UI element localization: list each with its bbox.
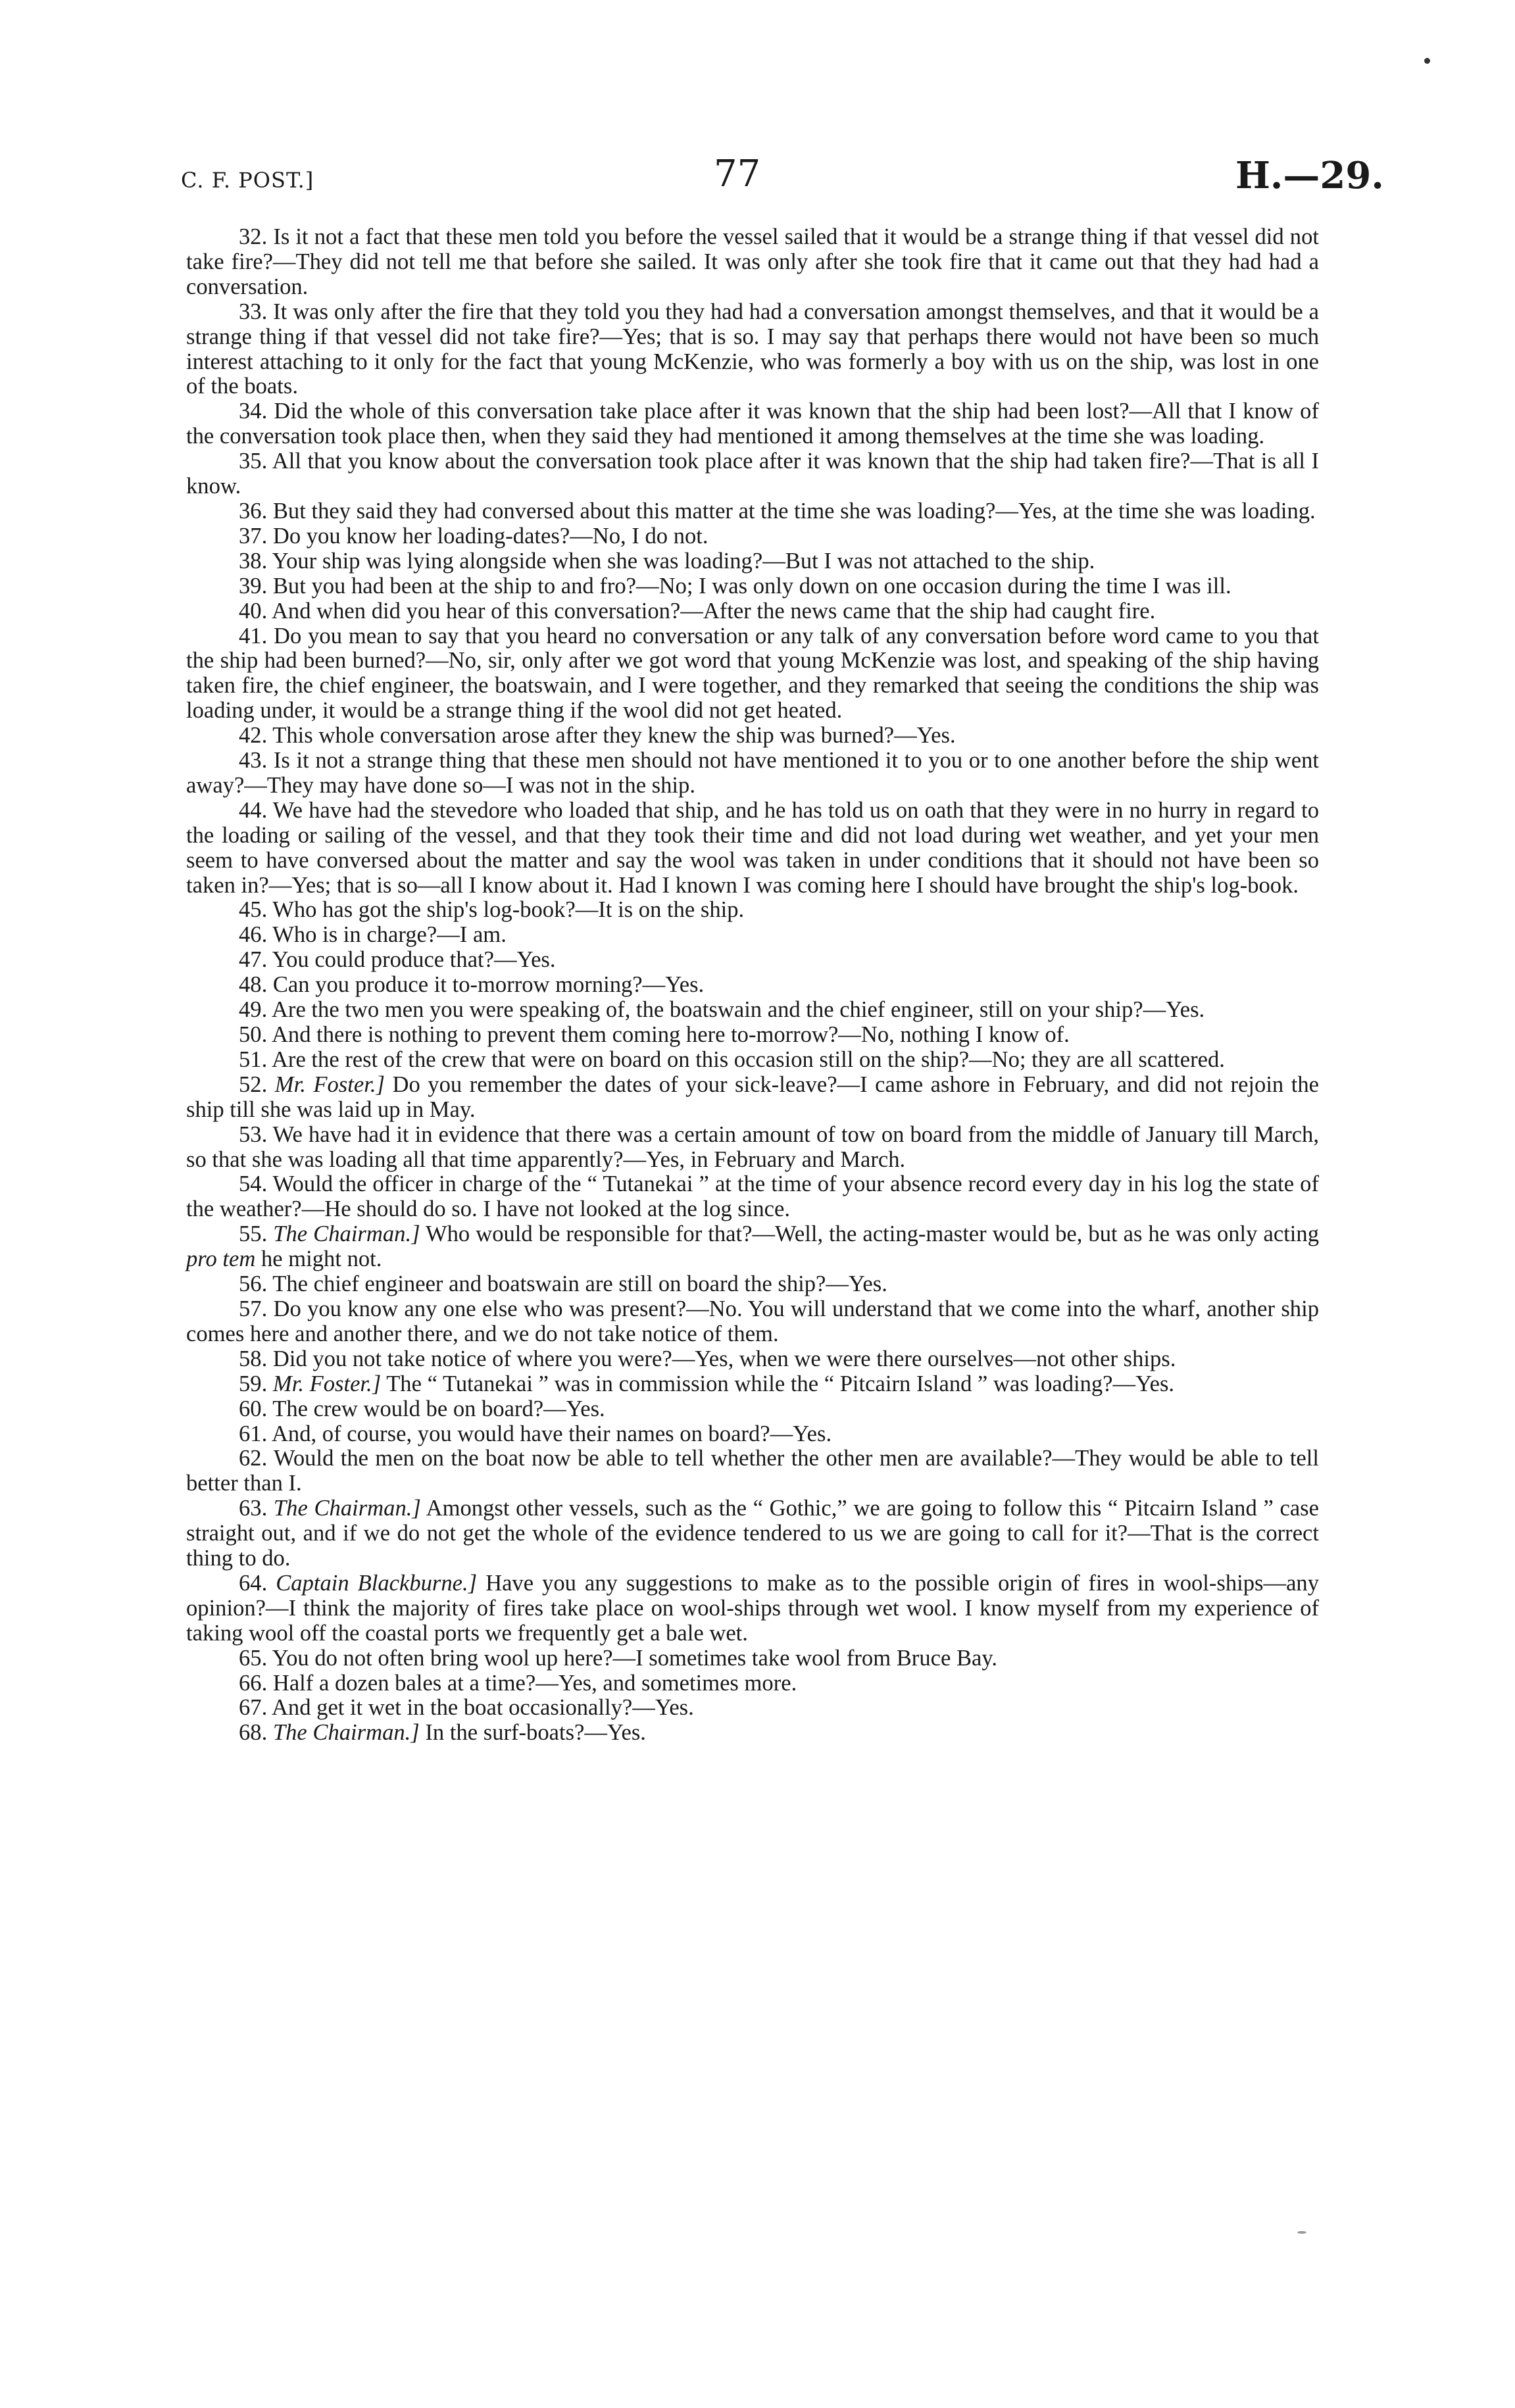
question-46: 46. Who is in charge?—I am. (239, 922, 507, 948)
question-33: 33. It was only after the fire that they told you they had had a conversation amongst themselves, and that it would be a strange thing if that vessel did not take fire?—Yes; that is so. I may say that perhaps there would not have been so much interest attaching to it only for the fact that young McKenzie, who was formerly a boy with us on the ship, was lost in one of the boats. (186, 299, 1319, 399)
question-34: 34. Did the whole of this conversation take place after it was known that the ship had been lost?—All that I know of the conversation took place then, when they said they had mentioned it among themselves at the time she was loading. (186, 399, 1319, 449)
question-text: The “ Tutanekai ” was in commission while the “ Pitcairn Island ” was loading?—Yes. (386, 1371, 1175, 1396)
speaker-label: The Chairman.] (272, 1720, 420, 1746)
question-60: 60. The crew would be on board?—Yes. (239, 1396, 605, 1421)
running-head-left: C. F. POST.] (181, 168, 314, 193)
question-text: Amongst other vessels, such as the “ Gothic,” we are going to follow this “ Pitcairn Island ” case straight out, and if we do not get the whole of the evidence tendered to us we are going to call for it?—That is the correct thing to do. (186, 1496, 1319, 1571)
speaker-label: The Chairman.] (273, 1496, 421, 1521)
question-52 (186, 1073, 1319, 1123)
question-58: 58. Did you not take notice of where you were?—Yes, when we were there ourselves—not other ships. (239, 1346, 1176, 1371)
running-head-right: H.—29. (1235, 154, 1384, 197)
question-59 (186, 1372, 1319, 1397)
speaker-label: Mr. Foster.] (274, 1071, 385, 1097)
question-38: 38. Your ship was lying alongside when she was loading?—But I was not attached to the ship. (239, 548, 1095, 574)
question-62: 62. Would the men on the boat now be able to tell whether the other men are available?—They would be able to tell better than I. (186, 1446, 1319, 1496)
question-42: 42. This whole conversation arose after they knew the ship was burned?—Yes. (239, 723, 956, 749)
question-47: 47. You could produce that?—Yes. (239, 947, 556, 973)
speaker-label: Captain Blackburne.] (276, 1570, 478, 1596)
question-number: 55. (239, 1221, 268, 1247)
question-57: 57. Do you know any one else who was present?—No. You will understand that we come into the wharf, another ship comes here and another there, and we do not take notice of them. (186, 1296, 1319, 1346)
speaker-label: Mr. Foster.] (272, 1371, 382, 1396)
question-number: 63. (239, 1496, 268, 1521)
question-40: 40. And when did you hear of this conversation?—After the news came that the ship had caught fire. (239, 598, 1156, 624)
scan-speck-bottom-right (1297, 2231, 1306, 2234)
question-text-continued: he might not. (261, 1246, 382, 1272)
question-43: 43. Is it not a strange thing that these men should not have mentioned it to you or to one another before the ship went away?—They may have done so—I was not in the ship. (186, 748, 1319, 798)
question-32: 32. Is it not a fact that these men told you before the vessel sailed that it would be a strange thing if that vessel did not take fire?—They did not tell me that before she sailed. It was only after she took fire that it came out that they had had a conversation. (186, 224, 1319, 299)
question-65: 65. You do not often bring wool up here?—I sometimes take wool from Bruce Bay. (239, 1645, 998, 1671)
page-number: 77 (714, 153, 761, 195)
question-63 (186, 1496, 1319, 1571)
question-number: 52. (239, 1071, 268, 1097)
question-35: 35. All that you know about the conversation took place after it was known that the ship had taken fire?—That is all I know. (186, 449, 1319, 499)
question-51: 51. Are the rest of the crew that were on board on this occasion still on the ship?—No; they are all scattered. (239, 1046, 1225, 1072)
question-61: 61. And, of course, you would have their names on board?—Yes. (239, 1421, 832, 1446)
question-number: 59. (239, 1371, 268, 1396)
question-68 (186, 1721, 1319, 1746)
question-48: 48. Can you produce it to-morrow morning?—Yes. (239, 972, 705, 998)
question-39: 39. But you had been at the ship to and fro?—No; I was only down on one occasion during the time I was ill. (239, 573, 1231, 599)
question-54: 54. Would the officer in charge of the “ Tutanekai ” at the time of your absence record every day in his log the state of the weather?—He should do so. I have not looked at the log since. (186, 1171, 1319, 1222)
evidence-text (186, 225, 1319, 1746)
question-text: Who would be responsible for that?—Well, the acting-master would be, but as he was only acting (425, 1221, 1319, 1247)
question-53: 53. We have had it in evidence that there was a certain amount of tow on board from the middle of January till March, so that she was loading all that time apparently?—Yes, in February and March. (186, 1121, 1319, 1172)
question-36: 36. But they said they had conversed about this matter at the time she was loading?—Yes, at the time she was loading. (239, 498, 1316, 524)
question-41: 41. Do you mean to say that you heard no conversation or any talk of any conversation before word came to you that the ship had been burned?—No, sir, only after we got word that young McKenzie was lost, and speaking of the ship having taken fire, the chief engineer, the boatswain, and I were together, and they remarked that seeing the conditions the ship was loading under, it would be a strange thing if the wool did not get heated. (186, 623, 1319, 724)
question-text: In the surf-boats?—Yes. (425, 1720, 646, 1746)
scan-speck-top-right (1424, 58, 1430, 64)
question-49: 49. Are the two men you were speaking of, the boatswain and the chief engineer, still on your ship?—Yes. (239, 997, 1205, 1023)
question-50: 50. And there is nothing to prevent them coming here to-morrow?—No, nothing I know of. (239, 1022, 1070, 1047)
question-64 (186, 1571, 1319, 1646)
question-45: 45. Who has got the ship's log-book?—It is on the ship. (239, 897, 745, 923)
question-37: 37. Do you know her loading-dates?—No, I do not. (239, 523, 708, 549)
question-66: 66. Half a dozen bales at a time?—Yes, and sometimes more. (239, 1670, 797, 1696)
question-55 (186, 1222, 1319, 1272)
question-44: 44. We have had the stevedore who loaded that ship, and he has told us on oath that they were in no hurry in regard to the loading or sailing of the vessel, and that they took their time and did not load during wet weather, and yet your men seem to have conversed about the matter and say the wool was taken in under conditions that it should not have been so taken in?—Yes; that is so—all I know about it. Had I known I was coming here I should have brought the ship's log-book. (186, 797, 1319, 898)
question-56: 56. The chief engineer and boatswain are still on board the ship?—Yes. (239, 1271, 887, 1297)
question-67: 67. And get it wet in the boat occasionally?—Yes. (239, 1695, 694, 1721)
speaker-label: The Chairman.] (273, 1221, 420, 1247)
question-text: Do you remember the dates of your sick-leave?—I came ashore in February, and did not rejoin the ship till she was laid up in May. (186, 1071, 1319, 1122)
question-number: 64. (239, 1570, 268, 1596)
question-text: Have you any suggestions to make as to the possible origin of fires in wool-ships—any opinion?—I think the majority of fires take place on wool-ships through wet wool. I know myself from my experience of taking wool off the coastal ports we frequently get a bale wet. (186, 1570, 1319, 1646)
italic-phrase: pro tem (186, 1246, 256, 1272)
question-number: 68. (239, 1720, 268, 1746)
